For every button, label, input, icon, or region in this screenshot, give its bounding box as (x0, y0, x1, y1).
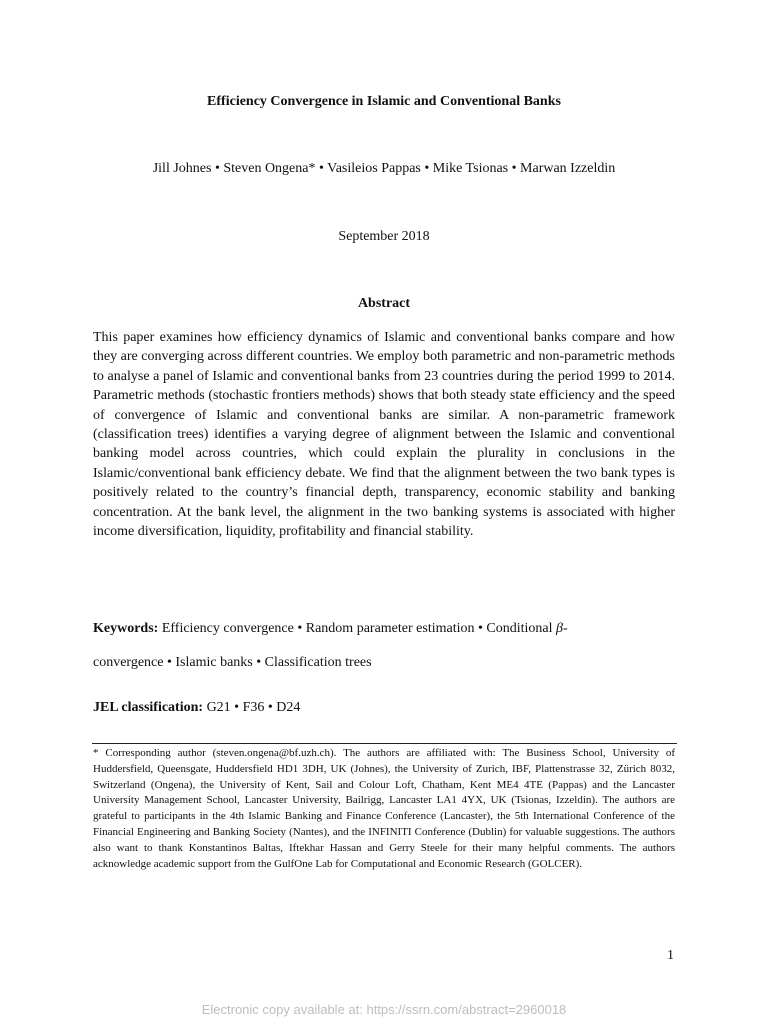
jel-label: JEL classification: (93, 700, 204, 715)
publication-date: September 2018 (338, 229, 430, 244)
paper-title: Efficiency Convergence in Islamic and Conventional Banks (207, 94, 561, 109)
keywords-continuation: convergence • Islamic banks • Classification trees (93, 655, 372, 670)
abstract-heading: Abstract (357, 296, 411, 311)
keywords-label: Keywords: (93, 621, 159, 636)
author-list: Jill Johnes • Steven Ongena* • Vasileios Pappas • Mike Tsionas • Marwan Izzeldin (152, 161, 616, 176)
page-number: 1 (667, 948, 674, 963)
footnote-text: * Corresponding author (steven.ongena@bf.uzh.ch). The authors are affiliated with: The Business School, University of Huddersfield, Queensgate, Huddersfield HD1 3DH, UK (Johnes), the University of Zurich, IBF, Plattenstrasse 32, Zürich 8032, Switzerland (Ongena), the University of Kent, Sail and Colour Loft, Chatham, Kent ME4 4TE (Pappas) and the Lancaster University Management School, Lancaster University, Bailrigg, Lancaster LA1 4YX, UK (Tsionas, Izzeldin). The authors are grateful to participants in the 4th Islamic Banking and Finance Conference (Lancaster), the 5th International Conference of the Financial Engineering and Banking Society (Nantes), and the INFINITI Conference (Dublin) for valuable suggestions. The authors also want to thank Konstantinos Baltas, Iftekhar Hassan and Gerry Steele for their many helpful comments. The authors acknowledge academic support from the GulfOne Lab for Computational and Economic Research (GOLCER). (93, 747, 675, 870)
keywords-line (93, 619, 675, 639)
beta-symbol: β (556, 621, 563, 636)
abstract-body: This paper examines how efficiency dynamics of Islamic and conventional banks compare and how they are converging across different countries. We employ both parametric and non-parametric methods to analyse a panel of Islamic and conventional banks from 23 countries during the period 1999 to 2014. Parametric methods (stochastic frontiers methods) shows that both steady state efficiency and the speed of convergence of Islamic and conventional banks are similar. A non-parametric framework (classification trees) identifies a varying degree of alignment between the Islamic and conventional banking model across countries, which could explain the plurality in conclusions in the Islamic/conventional bank efficiency debate. We find that the alignment between the two bank types is positively related to the country’s financial depth, transparency, economic stability and banking concentration. At the bank level, the alignment in the two banking systems is associated with higher income diversification, liquidity, profitability and financial stability. (93, 330, 675, 540)
footnote-divider (92, 743, 677, 744)
keywords-hyphen: - (562, 621, 568, 636)
ssrn-watermark: Electronic copy available at: https://ssrn.com/abstract=2960018 (201, 1002, 567, 1017)
jel-classification (93, 698, 300, 718)
keywords-text: Efficiency convergence • Random parameter estimation • Conditional (161, 621, 556, 636)
jel-codes: G21 • F36 • D24 (206, 700, 301, 715)
